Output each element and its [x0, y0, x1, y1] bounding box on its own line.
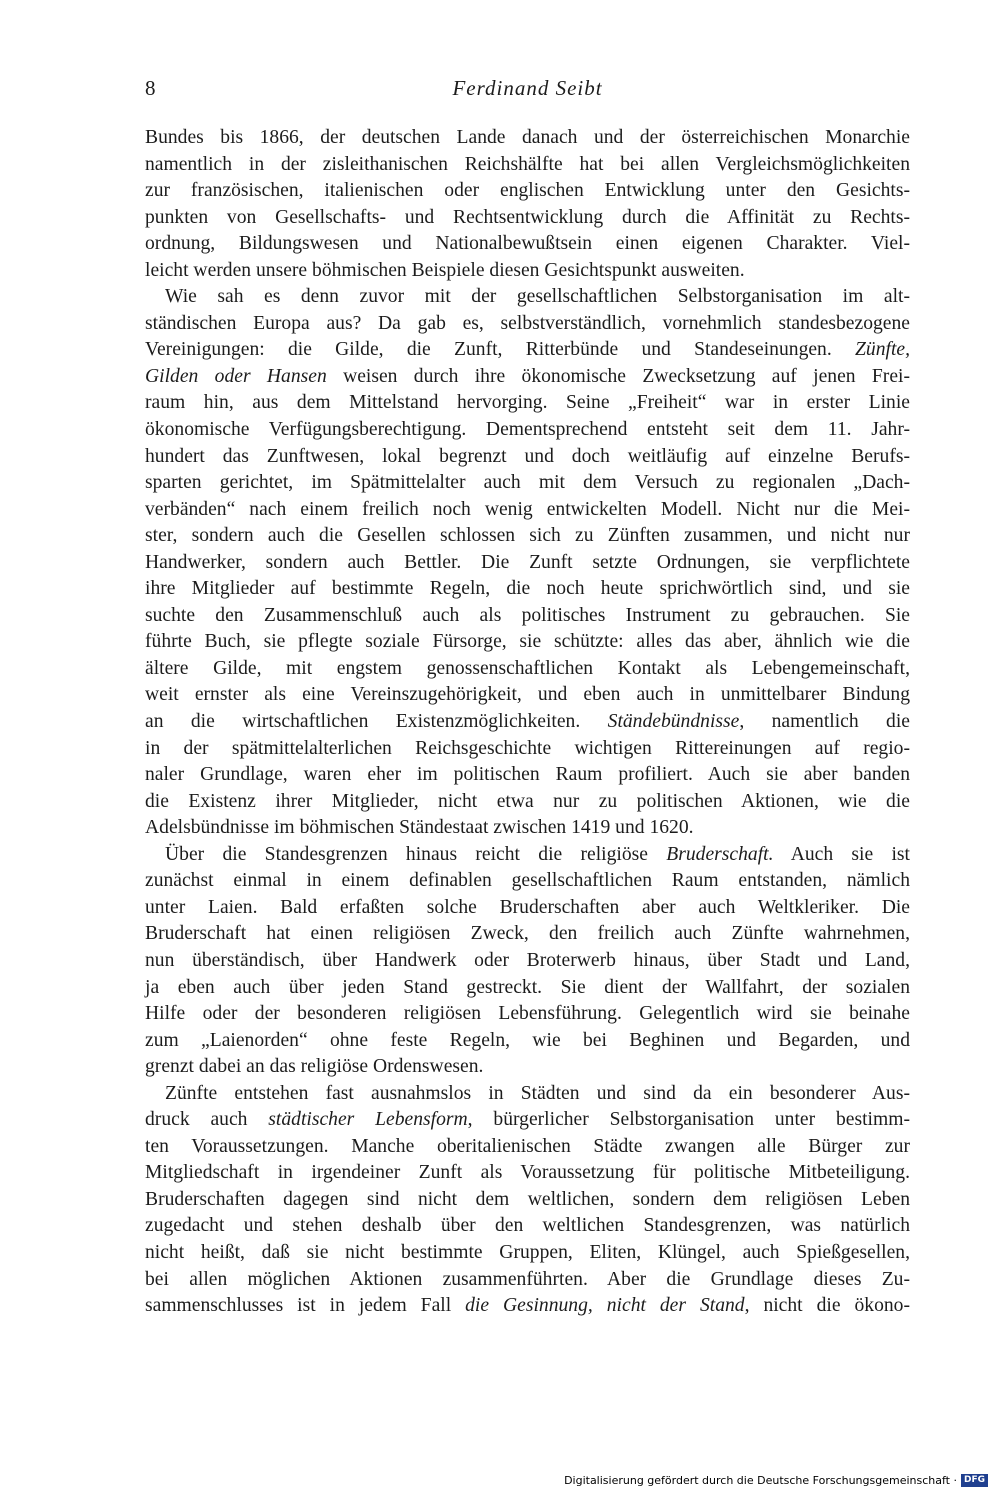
text-line [145, 364, 910, 391]
text-segment: ihre Mitglieder auf bestimmte Regeln, die noch heute sprichwörtlich sind, und sie [145, 578, 910, 600]
page-header [145, 76, 910, 106]
text-segment: nun überständisch, über Handwerk oder Broterwerb hinaus, über Stadt und Land, [145, 949, 910, 971]
text-segment: zum „Laienorden“ ohne feste Regeln, wie bei Beghinen und Begarden, und [145, 1029, 910, 1051]
text-segment: grenzt dabei an das religiöse Ordenswesen. [145, 1056, 484, 1078]
italic-text-segment: Zünfte, [855, 339, 910, 361]
text-segment: Auch sie ist [773, 843, 910, 865]
text-line [145, 1028, 910, 1055]
text-line [145, 656, 910, 683]
text-segment: zunächst einmal in einem definablen gesellschaftlichen Raum entstanden, nämlich [145, 870, 910, 892]
text-segment: Bruderschaft hat einen religiösen Zweck, den freilich auch Zünfte wahrnehmen, [145, 923, 910, 945]
text-line [145, 1001, 910, 1028]
text-line [145, 1081, 910, 1108]
text-segment: zugedacht und stehen deshalb über den weltlichen Standesgrenzen, was natürlich [145, 1215, 910, 1237]
text-segment: Wie sah es denn zuvor mit der gesellschaftlichen Selbstorganisation im alt- [165, 286, 910, 308]
text-segment: punkten von Gesellschafts- und Rechtsentwicklung durch die Affinität zu Rechts- [145, 206, 910, 228]
italic-text-segment: die Gesinnung, nicht der Stand [465, 1295, 745, 1317]
text-line [145, 709, 910, 736]
text-segment: Bundes bis 1866, der deutschen Lande danach und der österreichischen Monarchie [145, 127, 910, 148]
text-segment: ster, sondern auch die Gesellen schlossen sich zu Zünften zusammen, und nicht nur [145, 525, 910, 547]
text-line [145, 1267, 910, 1294]
text-line [145, 948, 910, 975]
text-segment: ältere Gilde, mit engstem genossenschaftlichen Kontakt als Lebengemeinschaft, [145, 657, 910, 679]
text-line [145, 390, 910, 417]
text-segment: leicht werden unsere böhmischen Beispiele diesen Gesichtspunkt ausweiten. [145, 259, 745, 281]
text-line [145, 921, 910, 948]
text-segment: Hilfe oder der besonderen religiösen Lebensführung. Gelegentlich wird sie beinahe [145, 1003, 910, 1025]
text-line [145, 1160, 910, 1187]
text-segment: weit ernster als eine Vereinszugehörigkeit, und eben auch in unmittelbarer Bindung [145, 684, 910, 706]
text-line [145, 1134, 910, 1161]
text-line [145, 311, 910, 338]
text-line [145, 576, 910, 603]
italic-text-segment: städtischer Lebensform [268, 1109, 468, 1131]
text-line [145, 258, 910, 285]
text-line [145, 444, 910, 471]
text-line [145, 1107, 910, 1134]
text-segment: ja eben auch über jeden Stand gestreckt. Sie dient der Wallfahrt, der sozialen [145, 976, 910, 998]
text-segment: raum hin, aus dem Mittelstand hervorging. Seine „Freiheit“ war in erster Linie [145, 392, 910, 414]
text-line [145, 629, 910, 656]
italic-text-segment: Bruderschaft. [666, 843, 774, 865]
dfg-logo: DFG [961, 1474, 988, 1487]
text-segment: ten Voraussetzungen. Manche oberitalienischen Städte zwangen alle Bürger zur [145, 1135, 910, 1157]
page-number: 8 [145, 76, 156, 100]
text-segment: verbänden“ nach einem freilich noch wenig entwickelten Modell. Nicht nur die Mei- [145, 498, 910, 520]
text-segment: hundert das Zunftwesen, lokal begrenzt und doch weitläufig auf einzelne Berufs- [145, 445, 910, 467]
text-line [145, 231, 910, 258]
italic-text-segment: Gilden oder Hansen [145, 365, 327, 387]
text-line [145, 842, 910, 869]
text-segment: suchte den Zusammenschluß auch als politisches Instrument zu gebrauchen. Sie [145, 604, 910, 626]
text-segment: ordnung, Bildungswesen und Nationalbewußtsein einen eigenen Charakter. Viel- [145, 233, 910, 255]
text-segment: zur französischen, italienischen oder englischen Entwicklung unter den Gesichts- [145, 180, 910, 202]
text-line [145, 523, 910, 550]
text-segment: namentlich in der zisleithanischen Reichshälfte hat bei allen Vergleichsmöglichkeiten [145, 153, 910, 175]
footer-credit: Digitalisierung gefördert durch die Deutsche Forschungsgemeinschaft · [564, 1474, 957, 1487]
text-segment: sammenschlusses ist in jedem Fall [145, 1295, 466, 1317]
text-line [145, 815, 910, 842]
text-line [145, 125, 910, 152]
text-segment: Zünfte entstehen fast ausnahmslos in Städten und sind da ein besonderer Aus- [165, 1082, 910, 1104]
digitization-footer [564, 1474, 988, 1487]
text-line [145, 736, 910, 763]
text-segment: druck auch [145, 1109, 269, 1131]
text-segment: Vereinigungen: die Gilde, die Zunft, Ritterbünde und Standeseinungen. [145, 339, 856, 361]
text-segment: bei allen möglichen Aktionen zusammenführten. Aber die Grundlage dieses Zu- [145, 1268, 910, 1290]
text-line [145, 470, 910, 497]
text-line [145, 1240, 910, 1267]
text-line [145, 284, 910, 311]
text-segment: naler Grundlage, waren eher im politischen Raum profiliert. Auch sie aber banden [145, 764, 910, 786]
text-line [145, 1293, 910, 1320]
text-segment: , bürgerlicher Selbstorganisation unter bestimm- [467, 1109, 910, 1131]
text-segment: Bruderschaften dagegen sind nicht dem weltlichen, sondern dem religiösen Leben [145, 1188, 910, 1210]
text-line [145, 1187, 910, 1214]
text-line [145, 762, 910, 789]
text-segment: Adelsbündnisse im böhmischen Ständestaat zwischen 1419 und 1620. [145, 817, 694, 839]
body-text [145, 125, 910, 1320]
text-line [145, 975, 910, 1002]
text-line [145, 895, 910, 922]
text-line [145, 152, 910, 179]
text-line [145, 1054, 910, 1081]
text-segment: Handwerker, sondern auch Bettler. Die Zunft setzte Ordnungen, sie verpflichtete [145, 551, 910, 573]
text-line [145, 1213, 910, 1240]
text-line [145, 682, 910, 709]
text-segment: führte Buch, sie pflegte soziale Fürsorge, sie schützte: alles das aber, ähnlich wie die [145, 631, 910, 653]
text-segment: sparten gerichtet, im Spätmittelalter auch mit dem Versuch zu regionalen „Dach- [145, 472, 910, 494]
text-line [145, 337, 910, 364]
text-line [145, 417, 910, 444]
text-line [145, 868, 910, 895]
text-segment: ständischen Europa aus? Da gab es, selbstverständlich, vornehmlich standesbezogene [145, 312, 910, 334]
text-line [145, 603, 910, 630]
running-head: Ferdinand Seibt [452, 76, 603, 100]
text-segment: an die wirtschaftlichen Existenzmöglichkeiten. [145, 711, 608, 733]
text-segment: ökonomische Verfügungsberechtigung. Dementsprechend entsteht seit dem 11. Jahr- [145, 419, 910, 441]
text-line [145, 497, 910, 524]
text-segment: weisen durch ihre ökonomische Zwecksetzung auf jenen Frei- [326, 365, 910, 387]
text-line [145, 550, 910, 577]
text-segment: in der spätmittelalterlichen Reichsgeschichte wichtigen Rittereinungen auf regio- [145, 737, 910, 759]
text-segment: die Existenz ihrer Mitglieder, nicht etwa nur zu politischen Aktionen, wie die [145, 790, 910, 812]
text-segment: Mitgliedschaft in irgendeiner Zunft als Voraussetzung für politische Mitbeteiligung. [145, 1162, 910, 1184]
text-line [145, 205, 910, 232]
text-segment: nicht heißt, daß sie nicht bestimmte Gruppen, Eliten, Klüngel, auch Spießgesellen, [145, 1241, 910, 1263]
text-line [145, 178, 910, 205]
text-segment: unter Laien. Bald erfaßten solche Bruderschaften aber auch Weltkleriker. Die [145, 896, 910, 918]
text-segment: , namentlich die [739, 711, 910, 733]
italic-text-segment: Ständebündnisse [607, 711, 740, 733]
text-segment: , nicht die ökono- [744, 1295, 910, 1317]
text-line [145, 789, 910, 816]
text-segment: Über die Standesgrenzen hinaus reicht die religiöse [165, 843, 667, 865]
